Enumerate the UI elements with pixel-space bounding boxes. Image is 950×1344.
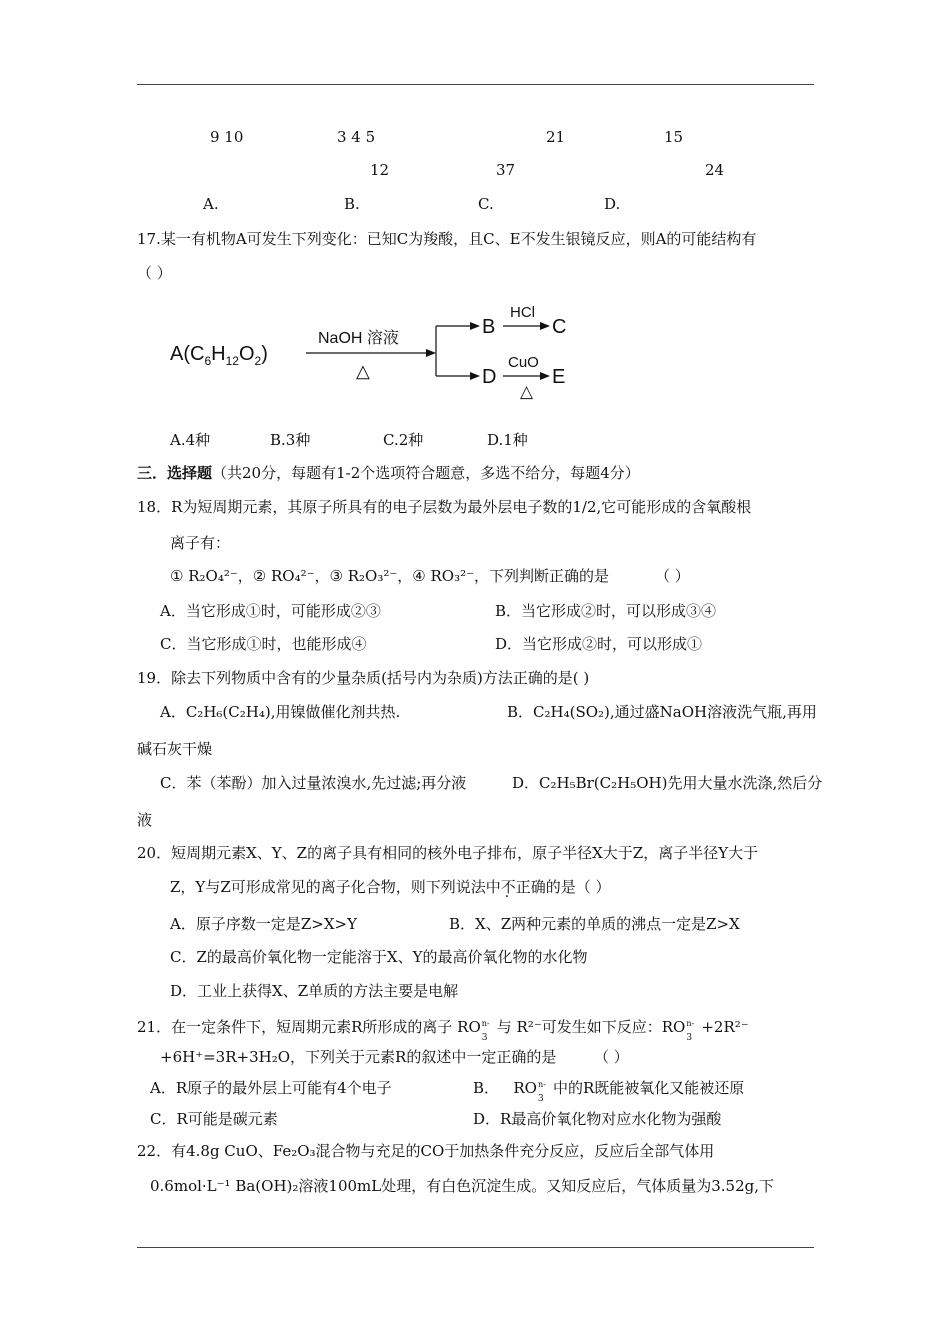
q21-frac-2-dn: 3 xyxy=(686,1033,693,1043)
scheme-E: E xyxy=(552,366,566,388)
q20-option-c: C．Z的最高价氧化物一定能溶于X、Y的最高价氧化物的水化物 xyxy=(170,948,588,966)
option-c-number: 21 xyxy=(546,128,566,146)
scheme-D: D xyxy=(482,366,497,388)
q17-option-b: B.3种 xyxy=(270,431,311,449)
q18-option-a: A．当它形成①时，可能形成②③ xyxy=(160,602,381,620)
option-d-number: 15 xyxy=(664,128,684,146)
q17-stem: 17.某一有机物A可发生下列变化：已知C为羧酸，且C、E不发生银镜反应，则A的可能结构有 xyxy=(137,230,757,248)
q18-stem-2: 离子有： xyxy=(170,534,231,552)
option-d-subnumber: 24 xyxy=(705,161,725,179)
q21-option-d: D．R最高价氧化物对应水化物为强酸 xyxy=(473,1110,722,1128)
q21-frac-1-dn: 3 xyxy=(481,1033,488,1043)
option-a-numbers: 9 10 xyxy=(210,128,244,146)
q18-stem-1: 18．R为短周期元素，其原子所具有的电子层数为最外层电子数的1/2,它可能形成的含氧酸根 xyxy=(137,498,752,516)
q20-stem-2 xyxy=(170,877,611,897)
q21-stem-1b: 与 R²⁻可发生如下反应：RO xyxy=(496,1018,686,1036)
q21-stem-1a: 21．在一定条件下，短周期元素R所形成的离子 RO xyxy=(137,1018,481,1036)
option-b-subnumber: 12 xyxy=(370,161,390,179)
q21-frac-2 xyxy=(685,1019,701,1043)
option-d-label: D. xyxy=(604,195,621,213)
q19-option-b-cont: 碱石灰干燥 xyxy=(137,740,213,758)
header-rule xyxy=(137,84,814,85)
q20-option-d: D．工业上获得X、Z单质的方法主要是电解 xyxy=(170,982,459,1000)
q22-stem-1: 22．有4.8g CuO、Fe₂O₃混合物与充足的CO于加热条件充分反应，反应后全部气体用 xyxy=(137,1142,715,1160)
q17-option-a: A.4种 xyxy=(170,431,211,449)
scheme-heat-1: △ xyxy=(356,361,370,381)
section-3-header xyxy=(137,463,640,483)
q21-option-b-text: 中的R既能被氧化又能被还原 xyxy=(552,1079,745,1097)
q18-option-d: D．当它形成②时，可以形成① xyxy=(495,635,703,653)
q21-option-c: C．R可能是碳元素 xyxy=(150,1110,278,1128)
q21-frac-3-up: n- xyxy=(537,1080,546,1089)
q20-option-b: B．X、Z两种元素的单质的沸点一定是Z>X xyxy=(449,915,740,933)
q20-emphasis-not: 不 xyxy=(500,878,516,896)
scheme-heat-2: △ xyxy=(520,382,534,400)
scheme-reagent-naoh: NaOH 溶液 xyxy=(318,330,399,347)
option-a-label: A. xyxy=(203,195,219,213)
q20-option-a: A．原子序数一定是Z>X>Y xyxy=(170,915,357,933)
q21-option-b-ion: RO xyxy=(513,1079,537,1097)
scheme-reactant: $A(C_6H_{12}O_2)$ xyxy=(170,343,268,368)
scheme-B: B xyxy=(482,316,496,338)
q21-paren: （ ） xyxy=(594,1048,629,1066)
q22-stem-2: 0.6mol·L⁻¹ Ba(OH)₂溶液100mL处理，有白色沉淀生成。又知反应后，气体质量为3.52g,下 xyxy=(150,1177,774,1195)
q21-stem-1 xyxy=(137,1017,749,1043)
q21-stem-2: +6H⁺=3R+3H₂O，下列关于元素R的叙述中一定正确的是 xyxy=(160,1048,557,1066)
q19-option-a: A．C₂H₆(C₂H₄),用镍做催化剂共热. xyxy=(160,703,401,721)
q21-option-a: A．R原子的最外层上可能有4个电子 xyxy=(150,1079,392,1097)
reaction-scheme xyxy=(170,300,590,400)
q20-stem-2c: 正确的是（ ） xyxy=(515,878,611,896)
q18-paren: （ ） xyxy=(655,567,690,585)
q21-option-b-label: B． xyxy=(473,1079,500,1097)
q19-option-d: D．C₂H₅Br(C₂H₅OH)先用大量水洗涤,然后分 xyxy=(512,774,823,792)
q21-frac-2-up: n- xyxy=(686,1019,695,1028)
q20-stem-2a: Z，Y与Z可形成常见的离子化合物，则下列说法中 xyxy=(170,878,501,896)
q17-option-d: D.1种 xyxy=(487,431,528,449)
option-c-subnumber: 37 xyxy=(496,161,516,179)
q17-option-c: C.2种 xyxy=(383,431,424,449)
scheme-cuo: CuO xyxy=(508,354,539,371)
option-b-label: B. xyxy=(344,195,360,213)
section-3-note: （共20分，每题有1-2个选项符合题意，多选不给分，每题4分） xyxy=(212,464,640,482)
scheme-hcl: HCl xyxy=(510,304,535,321)
q17-paren: （ ） xyxy=(137,264,172,282)
q19-option-b: B．C₂H₄(SO₂),通过盛NaOH溶液洗气瓶,再用 xyxy=(507,703,817,721)
option-b-numbers: 3 4 5 xyxy=(337,128,376,146)
scheme-C: C xyxy=(552,316,567,338)
q18-ions: ① R₂O₄²⁻，② RO₄²⁻，③ R₂O₃²⁻，④ RO₃²⁻，下列判断正确的是 xyxy=(170,567,610,585)
q21-frac-3 xyxy=(537,1080,553,1104)
q20-stem-1: 20．短周期元素X、Y、Z的离子具有相同的核外电子排布，原子半径X大于Z，离子半径Y大于 xyxy=(137,844,759,862)
q21-stem-1c: +2R²⁻ xyxy=(701,1018,749,1036)
q19-stem: 19．除去下列物质中含有的少量杂质(括号内为杂质)方法正确的是( ) xyxy=(137,669,590,687)
q18-option-c: C．当它形成①时，也能形成④ xyxy=(160,635,367,653)
q18-option-b: B．当它形成②时，可以形成③④ xyxy=(495,602,717,620)
q19-option-c: C．苯（苯酚）加入过量浓溴水,先过滤;再分液 xyxy=(160,774,467,792)
section-3-title: 三．选择题 xyxy=(137,464,213,482)
q21-option-b xyxy=(473,1078,745,1104)
q21-frac-3-dn: 3 xyxy=(537,1094,544,1104)
option-c-label: C. xyxy=(478,195,494,213)
q21-frac-1-up: n- xyxy=(481,1019,490,1028)
q21-frac-1 xyxy=(481,1019,497,1043)
q19-option-d-cont: 液 xyxy=(137,811,153,829)
footer-rule xyxy=(137,1247,814,1248)
